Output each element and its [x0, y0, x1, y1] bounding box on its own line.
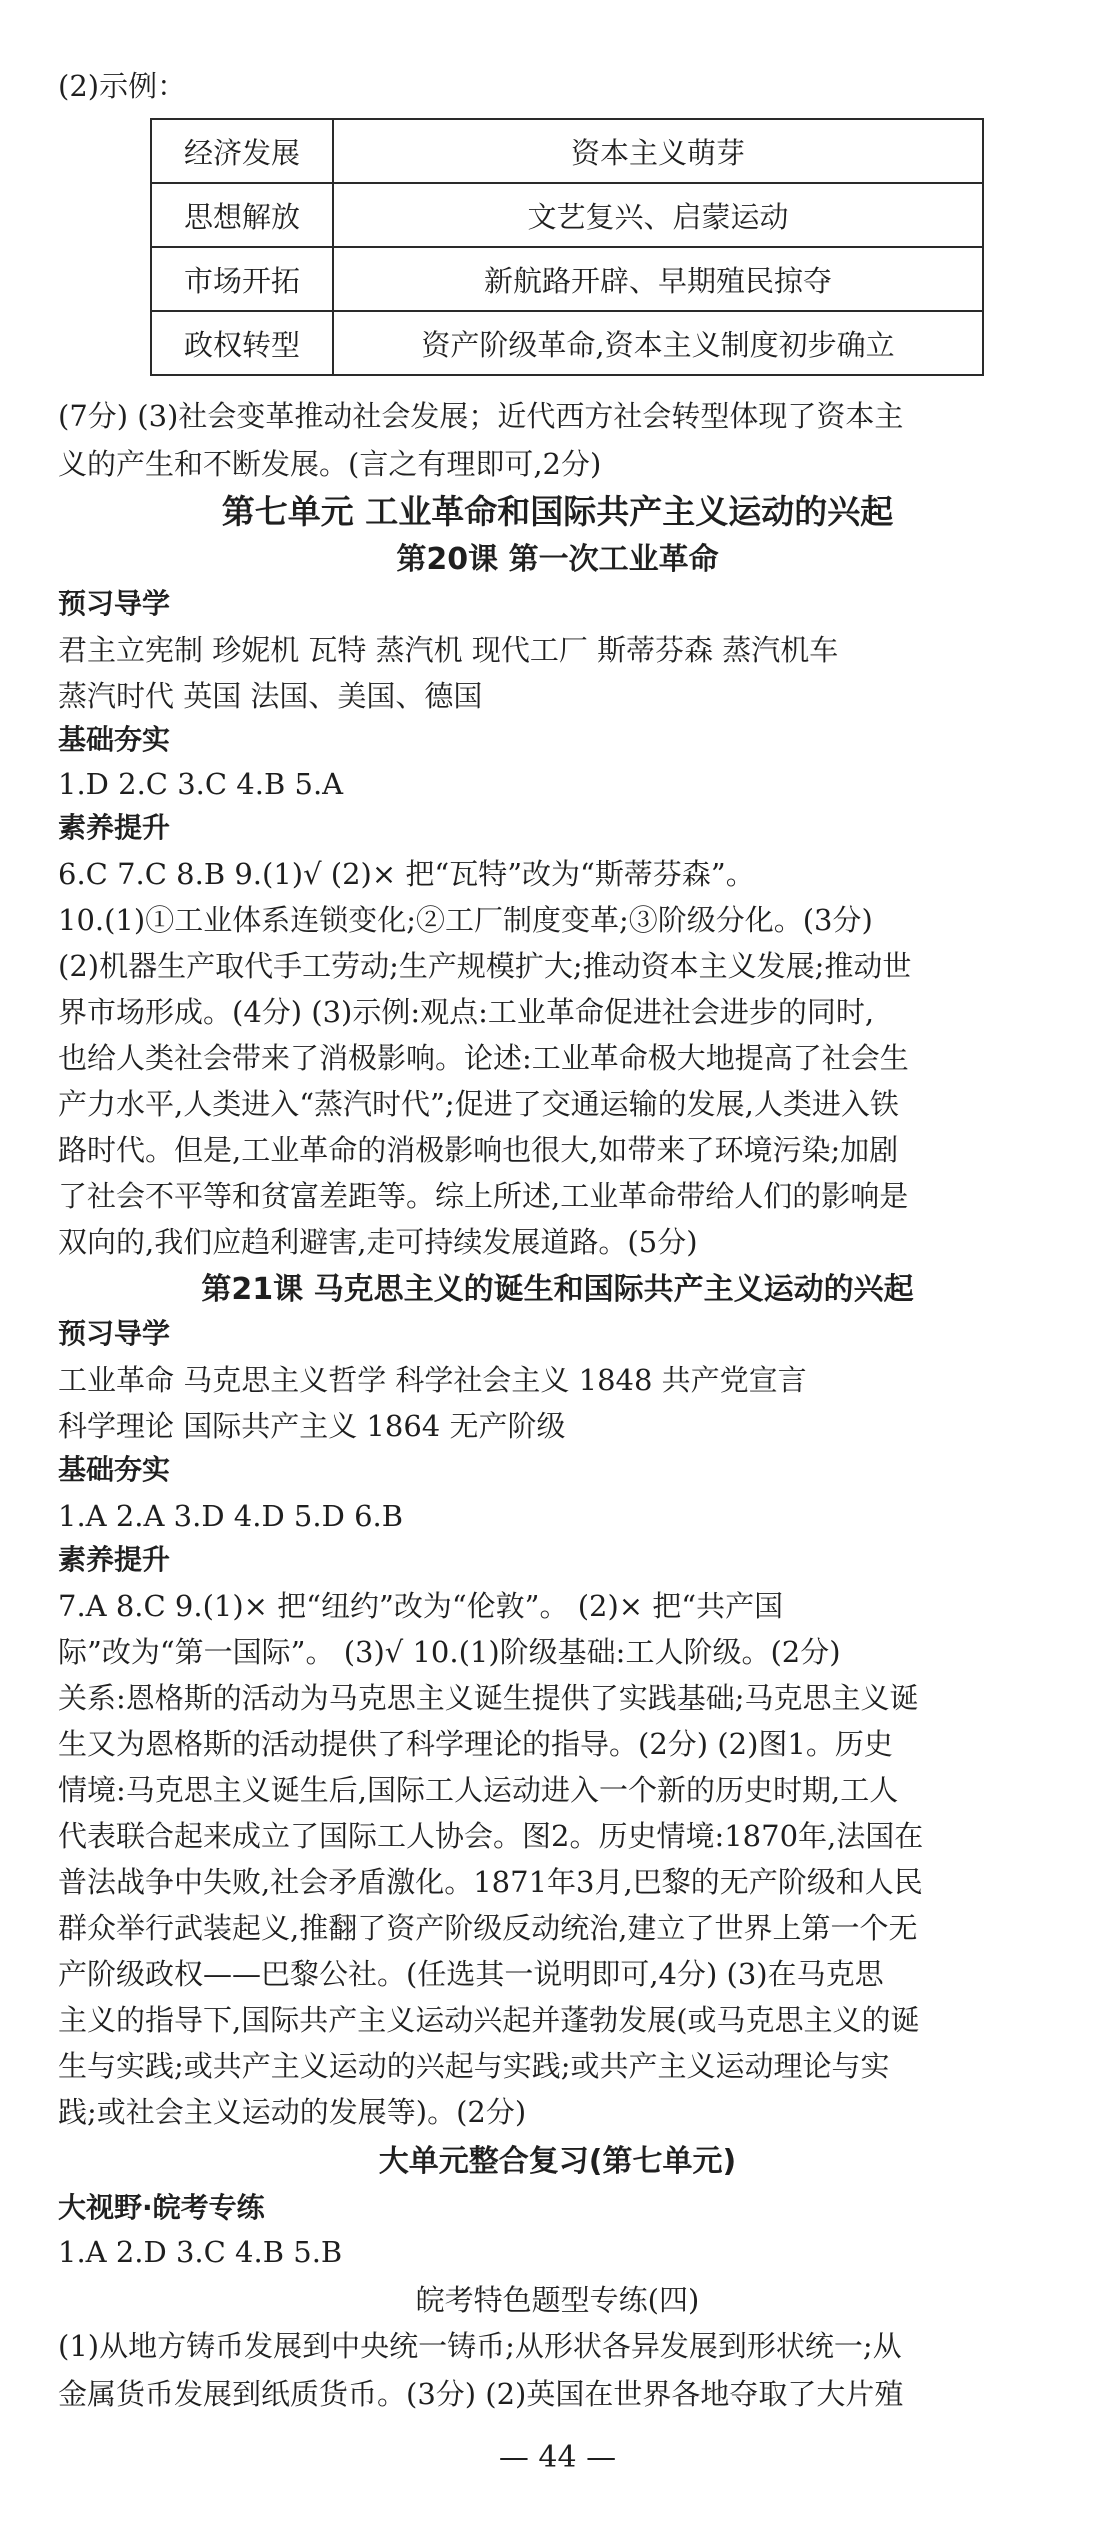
transformation-table [150, 118, 984, 376]
section-heading: 素养提升 [58, 1543, 171, 1576]
section-heading: 基础夯实 [58, 1453, 171, 1486]
text-line: 义的产生和不断发展。(言之有理即可,2分) [58, 447, 602, 481]
section-heading: 基础夯实 [58, 723, 171, 756]
text-line: 关系:恩格斯的活动为马克思主义诞生提供了实践基础;马克思主义诞 [58, 1681, 919, 1715]
text-line: 普法战争中失败,社会矛盾激化。1871年3月,巴黎的无产阶级和人民 [58, 1865, 923, 1899]
text-line: 群众举行武装起义,推翻了资产阶级反动统治,建立了世界上第一个无 [58, 1911, 918, 1945]
table-cell: 市场开拓 [151, 247, 333, 311]
text-line: 际”改为“第一国际”。 (3)√ 10.(1)阶级基础:工人阶级。(2分) [58, 1635, 841, 1669]
text-line: 生与实践;或共产主义运动的兴起与实践;或共产主义运动理论与实 [58, 2049, 890, 2083]
text-line: 7.A 8.C 9.(1)× 把“纽约”改为“伦敦”。 (2)× 把“共产国 [58, 1589, 784, 1623]
table-row [151, 183, 983, 247]
page-number: — 44 — [498, 2440, 617, 2475]
answer-line: 1.A 2.A 3.D 4.D 5.D 6.B [58, 1499, 404, 1533]
unit-title: 第七单元 工业革命和国际共产主义运动的兴起 [221, 492, 894, 531]
text-line: (7分) (3)社会变革推动社会发展；近代西方社会转型体现了资本主 [58, 399, 904, 433]
table-cell: 经济发展 [151, 119, 333, 183]
table-row [151, 119, 983, 183]
text-line: 科学理论 国际共产主义 1864 无产阶级 [58, 1409, 566, 1443]
text-line: 践;或社会主义运动的发展等)。(2分) [58, 2095, 527, 2129]
section-heading: 预习导学 [58, 1317, 171, 1350]
text-line: 代表联合起来成立了国际工人协会。图2。历史情境:1870年,法国在 [58, 1819, 924, 1853]
text-line: 界市场形成。(4分) (3)示例:观点:工业革命促进社会进步的同时, [58, 995, 875, 1029]
table-cell: 新航路开辟、早期殖民掠夺 [333, 247, 983, 311]
text-line: 了社会不平等和贫富差距等。综上所述,工业革命带给人们的影响是 [58, 1179, 909, 1213]
example-label: (2)示例： [58, 69, 187, 103]
text-line: (1)从地方铸币发展到中央统一铸币;从形状各异发展到形状统一;从 [58, 2329, 902, 2363]
answer-line: 1.D 2.C 3.C 4.B 5.A [58, 767, 344, 801]
text-line: 君主立宪制 珍妮机 瓦特 蒸汽机 现代工厂 斯蒂芬森 蒸汽机车 [58, 633, 839, 667]
text-line: 6.C 7.C 8.B 9.(1)√ (2)× 把“瓦特”改为“斯蒂芬森”。 [58, 857, 755, 891]
lesson-title: 第21课 马克思主义的诞生和国际共产主义运动的兴起 [201, 1272, 914, 1307]
text-line: 路时代。但是,工业革命的消极影响也很大,如带来了环境污染;加剧 [58, 1133, 899, 1167]
text-line: 产力水平,人类进入“蒸汽时代”;促进了交通运输的发展,人类进入铁 [58, 1087, 899, 1121]
text-line: 工业革命 马克思主义哲学 科学社会主义 1848 共产党宣言 [58, 1363, 807, 1397]
section-heading: 预习导学 [58, 587, 171, 620]
text-line: 生又为恩格斯的活动提供了科学理论的指导。(2分) (2)图1。历史 [58, 1727, 893, 1761]
text-line: 也给人类社会带来了消极影响。论述:工业革命极大地提高了社会生 [58, 1041, 909, 1075]
lesson-title: 第20课 第一次工业革命 [396, 542, 719, 577]
text-line: 情境:马克思主义诞生后,国际工人运动进入一个新的历史时期,工人 [58, 1773, 899, 1807]
section-heading: 素养提升 [58, 811, 171, 844]
text-line: 产阶级政权——巴黎公社。(任选其一说明即可,4分) (3)在马克思 [58, 1957, 884, 1991]
text-line: 双向的,我们应趋利避害,走可持续发展道路。(5分) [58, 1225, 698, 1259]
table-cell: 思想解放 [151, 183, 333, 247]
table-row [151, 247, 983, 311]
text-line: 金属货币发展到纸质货币。(3分) (2)英国在世界各地夺取了大片殖 [58, 2377, 904, 2411]
section-heading: 大视野·皖考专练 [58, 2191, 265, 2224]
table-cell: 政权转型 [151, 311, 333, 375]
table-cell: 资本主义萌芽 [333, 119, 983, 183]
special-practice-title: 皖考特色题型专练(四) [415, 2283, 700, 2317]
review-title: 大单元整合复习(第七单元) [378, 2144, 737, 2179]
table-cell: 资产阶级革命,资本主义制度初步确立 [333, 311, 983, 375]
text-line: 主义的指导下,国际共产主义运动兴起并蓬勃发展(或马克思主义的诞 [58, 2003, 920, 2037]
text-line: (2)机器生产取代手工劳动;生产规模扩大;推动资本主义发展;推动世 [58, 949, 912, 983]
text-line: 10.(1)①工业体系连锁变化;②工厂制度变革;③阶级分化。(3分) [58, 903, 873, 937]
answer-line: 1.A 2.D 3.C 4.B 5.B [58, 2235, 343, 2269]
table-row [151, 311, 983, 375]
table-cell: 文艺复兴、启蒙运动 [333, 183, 983, 247]
text-line: 蒸汽时代 英国 法国、美国、德国 [58, 679, 483, 713]
